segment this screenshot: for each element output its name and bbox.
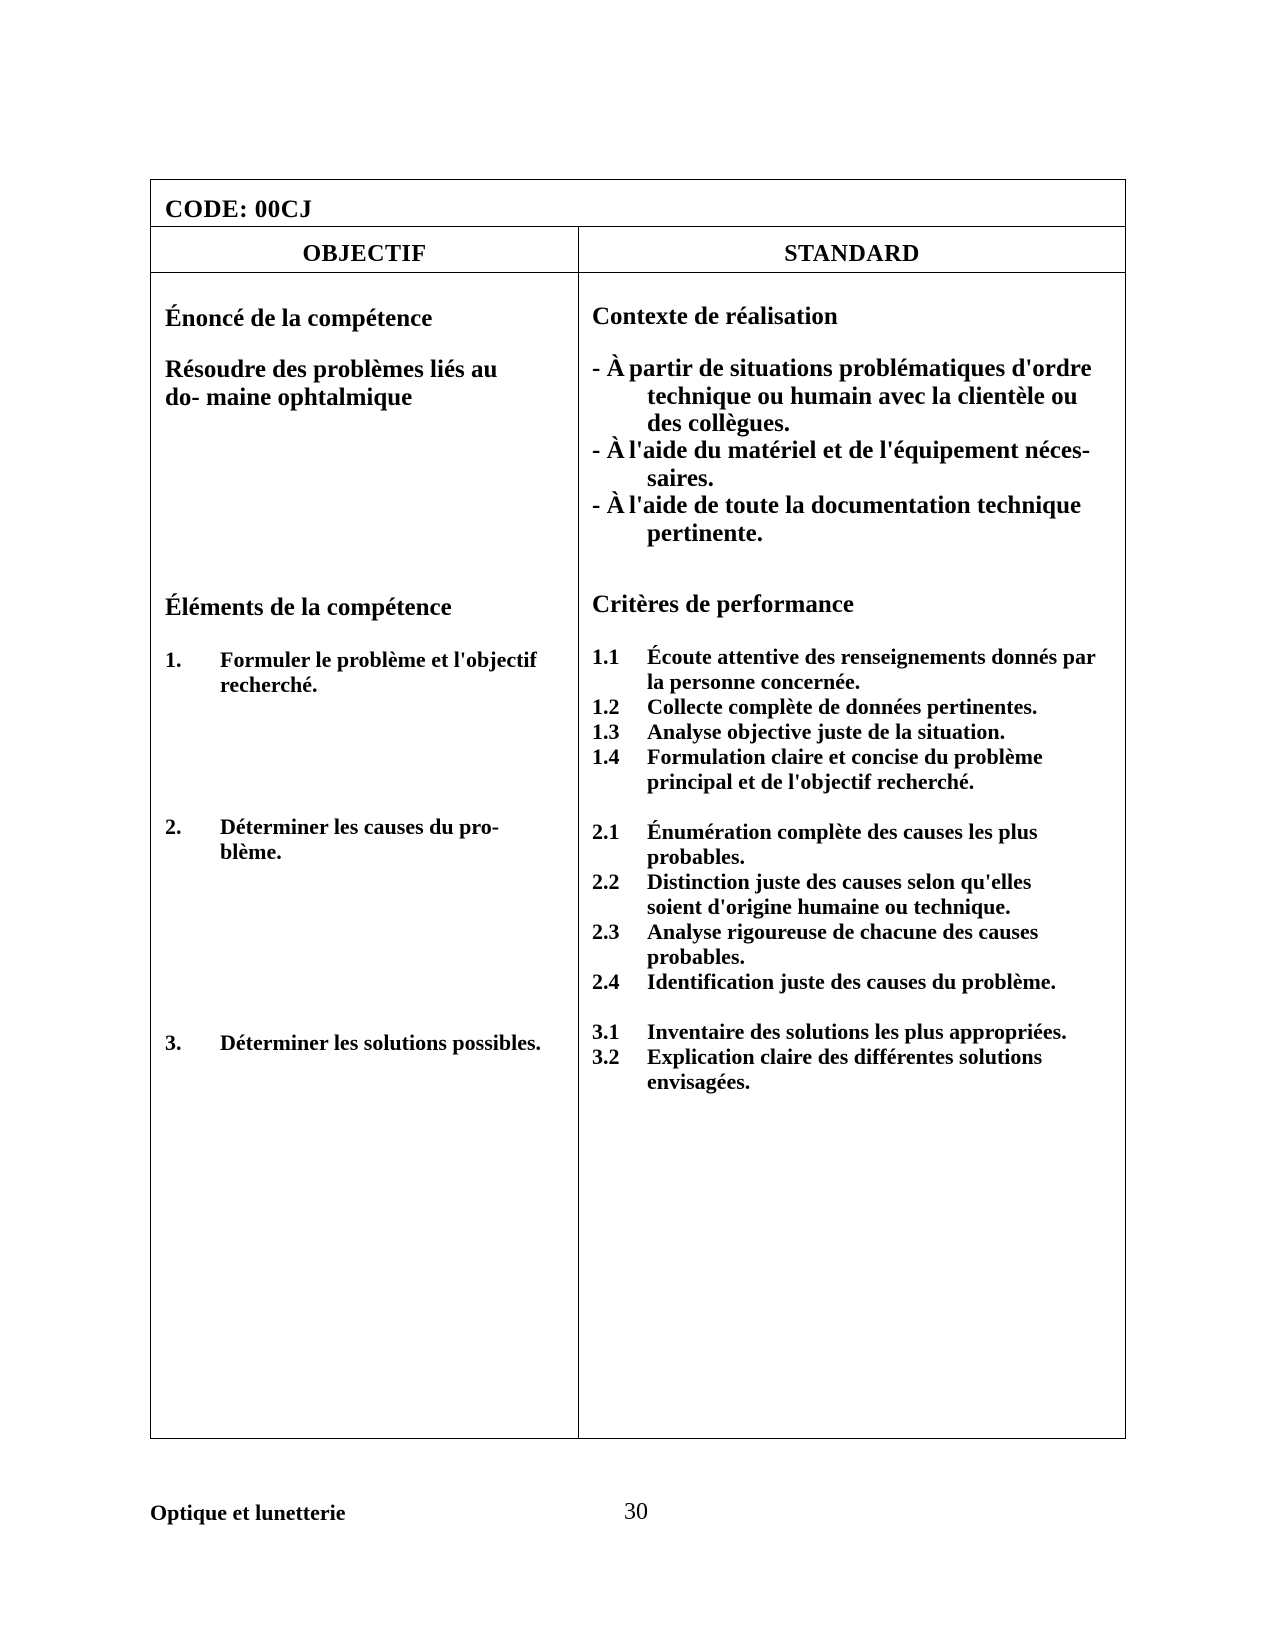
- critere-number: 1.4: [592, 744, 620, 769]
- critere-item: [592, 694, 1112, 719]
- contexte-dash: - À: [592, 492, 625, 519]
- critere-text: Identification juste des causes du problème.: [647, 969, 1057, 994]
- enonce-title: Énoncé de la compétence: [165, 305, 433, 332]
- contexte-item: [592, 437, 1112, 492]
- page-number: 30: [624, 1499, 648, 1525]
- criteres-title: Critères de performance: [592, 591, 854, 618]
- critere-item: [592, 644, 1112, 694]
- column-divider: [578, 227, 579, 1438]
- critere-number: 1.2: [592, 694, 620, 719]
- critere-text: Formulation claire et concise du problème principal et de l'objectif recherché.: [647, 744, 1043, 794]
- critere-item: [592, 919, 1082, 969]
- element-item: [165, 814, 510, 864]
- critere-item: [592, 1044, 1082, 1094]
- competency-table: [150, 179, 1126, 1439]
- element-number: 3.: [165, 1030, 182, 1055]
- contexte-item: [592, 355, 1112, 438]
- critere-text: Explication claire des différentes solutions envisagées.: [647, 1044, 1043, 1094]
- critere-number: 3.2: [592, 1044, 620, 1069]
- elements-title: Éléments de la compétence: [165, 594, 452, 621]
- critere-text: Écoute attentive des renseignements donnés par la personne concernée.: [647, 644, 1096, 694]
- code-row: [151, 180, 1125, 227]
- objectif-header: OBJECTIF: [302, 241, 427, 267]
- critere-number: 3.1: [592, 1019, 620, 1044]
- critere-item: [592, 869, 1082, 919]
- critere-number: 1.1: [592, 644, 620, 669]
- contexte-text: l'aide de toute la documentation technique pertinente.: [629, 492, 1082, 547]
- critere-item: [592, 744, 1082, 794]
- element-number: 1.: [165, 647, 182, 672]
- critere-text: Collecte complète de données pertinentes.: [647, 694, 1038, 719]
- contexte-dash: - À: [592, 437, 625, 464]
- critere-item: [592, 1019, 1112, 1044]
- critere-text: Analyse rigoureuse de chacune des causes probables.: [647, 919, 1039, 969]
- critere-item: [592, 819, 1082, 869]
- contexte-text: l'aide du matériel et de l'équipement néces- saires.: [629, 437, 1091, 492]
- critere-text: Analyse objective juste de la situation.: [647, 719, 1006, 744]
- critere-number: 2.3: [592, 919, 620, 944]
- standard-header: STANDARD: [784, 241, 920, 267]
- critere-number: 2.1: [592, 819, 620, 844]
- competency-code: CODE: 00CJ: [165, 196, 313, 223]
- critere-number: 2.2: [592, 869, 620, 894]
- critere-number: 1.3: [592, 719, 620, 744]
- critere-text: Distinction juste des causes selon qu'elles soient d'origine humaine ou technique.: [647, 869, 1032, 919]
- element-text: Déterminer les solutions possibles.: [220, 1030, 542, 1055]
- element-text: Formuler le problème et l'objectif recherché.: [220, 647, 537, 697]
- element-item: [165, 1030, 565, 1055]
- column-header-row: [151, 227, 1125, 273]
- element-text: Déterminer les causes du pro- blème.: [220, 814, 500, 864]
- contexte-item: [592, 492, 1112, 547]
- contexte-title: Contexte de réalisation: [592, 303, 838, 330]
- critere-text: Inventaire des solutions les plus appropriées.: [647, 1019, 1067, 1044]
- critere-item: [592, 719, 1112, 744]
- contexte-text: partir de situations problématiques d'ordre technique ou humain avec la clientèle ou des collègues.: [629, 355, 1092, 437]
- critere-item: [592, 969, 1112, 994]
- contexte-dash: - À: [592, 355, 625, 382]
- enonce-text: Résoudre des problèmes liés au do- maine ophtalmique: [165, 356, 498, 411]
- critere-text: Énumération complète des causes les plus probables.: [647, 819, 1038, 869]
- critere-number: 2.4: [592, 969, 620, 994]
- footer-title: Optique et lunetterie: [150, 1500, 346, 1525]
- element-item: [165, 647, 565, 697]
- element-number: 2.: [165, 814, 182, 839]
